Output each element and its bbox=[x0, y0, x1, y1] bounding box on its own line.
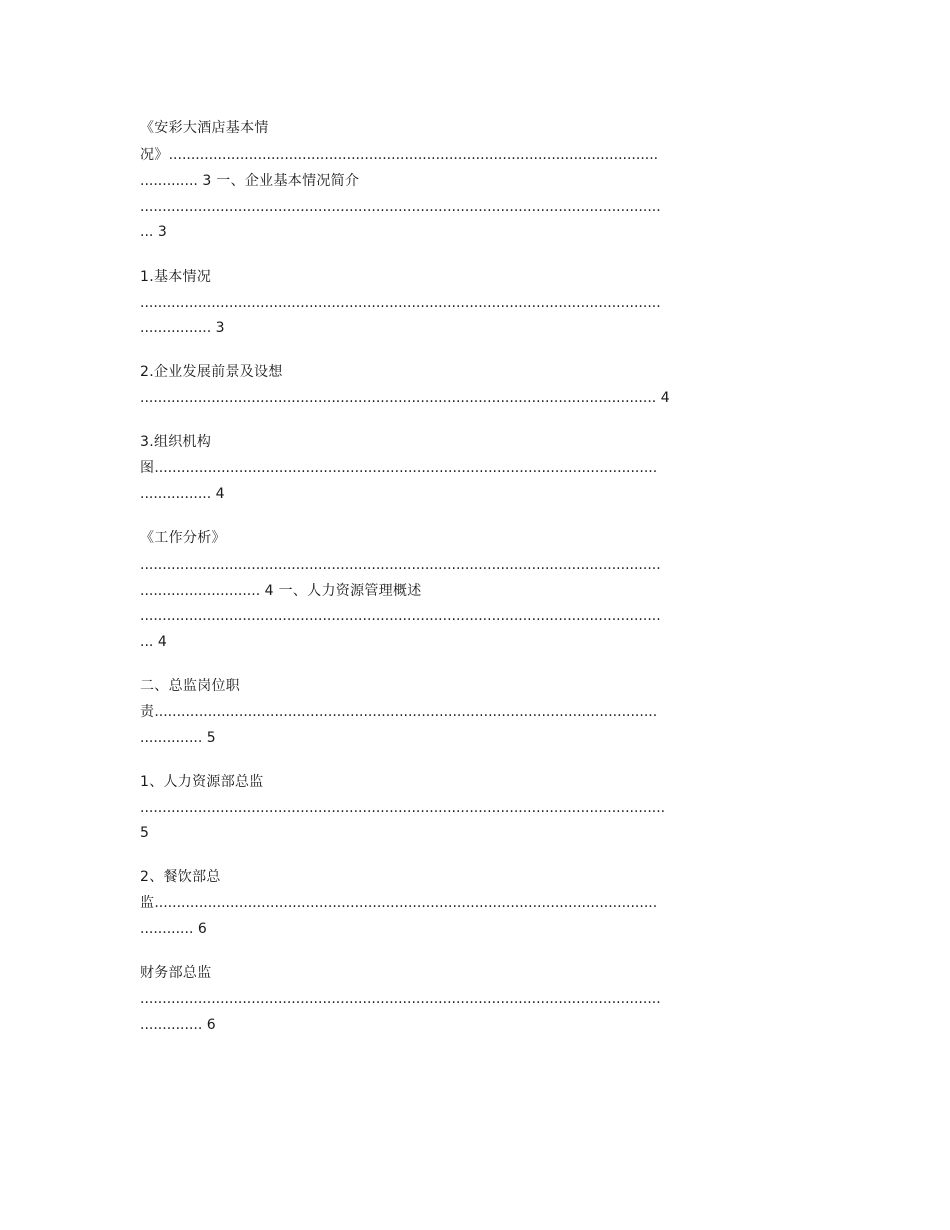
toc-entry-heading: 财务部总监 bbox=[140, 965, 212, 981]
dot-leader: ...................................................................................................................... bbox=[140, 800, 666, 816]
dot-leader: .................................................................................................................... bbox=[140, 390, 661, 406]
toc-entry-lead: 图 bbox=[140, 460, 155, 476]
toc-entry-continued bbox=[140, 172, 359, 190]
toc-page-number: 5 bbox=[140, 825, 150, 841]
dot-leader: ..................................................................................................................... bbox=[140, 991, 661, 1007]
dot-leader: ........................... bbox=[140, 583, 265, 599]
toc-entry-leader bbox=[140, 894, 657, 912]
toc-entry-heading: 1、人力资源部总监 bbox=[140, 774, 264, 790]
dot-leader: ... bbox=[140, 224, 158, 240]
toc-entry-leader bbox=[140, 459, 657, 477]
dot-leader: .............................................................................................................. bbox=[168, 147, 659, 163]
toc-entry-continued bbox=[140, 223, 167, 241]
toc-entry-leader bbox=[140, 146, 658, 164]
dot-leader: ..................................................................................................................... bbox=[140, 295, 661, 311]
toc-entry-heading: 《工作分析》 bbox=[140, 530, 226, 546]
toc-entry-tail: 4 一、人力资源管理概述 bbox=[264, 583, 422, 599]
toc-entry-heading: 二、总监岗位职 bbox=[140, 678, 241, 694]
toc-entry-leader bbox=[140, 294, 661, 312]
toc-page-number: 5 bbox=[206, 730, 216, 746]
toc-page-number: 3 bbox=[157, 224, 168, 240]
toc-entry-tail: 3 一、企业基本情况简介 bbox=[202, 173, 360, 189]
toc-entry-leader bbox=[140, 389, 670, 407]
toc-page-number: 4 bbox=[215, 486, 225, 502]
toc-entry-continued bbox=[140, 824, 149, 842]
toc-entry-lead: 责 bbox=[140, 704, 155, 720]
toc-entry-heading: 1.基本情况 bbox=[140, 269, 212, 285]
toc-entry-leader bbox=[140, 990, 661, 1008]
toc-page-number: 6 bbox=[206, 1017, 216, 1033]
toc-entry-heading: 3.组织机构 bbox=[140, 434, 212, 450]
dot-leader: .............. bbox=[140, 730, 207, 746]
toc-entry-heading: 《安彩大酒店基本情 bbox=[140, 120, 269, 136]
dot-leader: ... bbox=[140, 634, 158, 650]
dot-leader: ................................................................................................................. bbox=[154, 704, 658, 720]
toc-entry-continued bbox=[140, 319, 225, 337]
toc-entry-continued bbox=[140, 633, 167, 651]
toc-page-number: 3 bbox=[215, 320, 225, 336]
toc-entry-continued bbox=[140, 582, 422, 600]
dot-leader: .............. bbox=[140, 1017, 207, 1033]
toc-entry-leader bbox=[140, 556, 661, 574]
toc-entry-continued bbox=[140, 920, 207, 938]
dot-leader: ................ bbox=[140, 320, 216, 336]
toc-page-number: 6 bbox=[197, 921, 208, 937]
dot-leader: ..................................................................................................................... bbox=[140, 608, 661, 624]
dot-leader: ................................................................................................................. bbox=[154, 895, 658, 911]
toc-entry-leader bbox=[140, 607, 661, 625]
toc-entry-continued bbox=[140, 729, 216, 747]
dot-leader: ................................................................................................................. bbox=[154, 460, 658, 476]
toc-entry-leader bbox=[140, 198, 661, 216]
toc-entry-lead: 况》 bbox=[140, 147, 169, 163]
dot-leader: ..................................................................................................................... bbox=[140, 557, 661, 573]
dot-leader: ............ bbox=[140, 921, 198, 937]
toc-entry-leader bbox=[140, 799, 665, 817]
toc-page-number: 4 bbox=[157, 634, 168, 650]
toc-entry-continued bbox=[140, 485, 225, 503]
dot-leader: ..................................................................................................................... bbox=[140, 199, 661, 215]
dot-leader: ............. bbox=[140, 173, 203, 189]
toc-entry-continued bbox=[140, 1016, 216, 1034]
toc-entry-lead: 监 bbox=[140, 895, 155, 911]
toc-entry-leader bbox=[140, 703, 657, 721]
toc-entry-heading: 2.企业发展前景及设想 bbox=[140, 364, 283, 380]
toc-entry-heading: 2、餐饮部总 bbox=[140, 869, 221, 885]
dot-leader: ................ bbox=[140, 486, 216, 502]
toc-page-number: 4 bbox=[660, 390, 670, 406]
